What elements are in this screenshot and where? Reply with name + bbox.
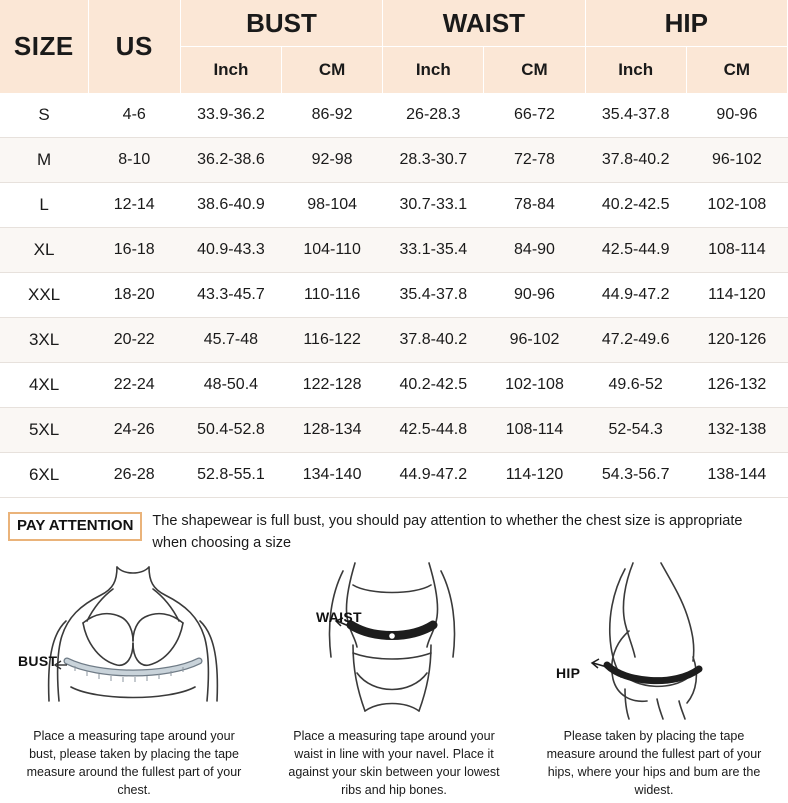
cell-bust-inch: 50.4-52.8 (180, 408, 281, 453)
cell-hip-inch: 54.3-56.7 (585, 453, 686, 498)
column-header-bust-cm: CM (282, 47, 383, 94)
cell-waist-inch: 30.7-33.1 (383, 183, 484, 228)
cell-bust-inch: 38.6-40.9 (180, 183, 281, 228)
cell-hip-cm: 102-108 (686, 183, 787, 228)
waist-figure-icon (269, 561, 519, 721)
table-row (0, 408, 788, 453)
cell-hip-inch: 44.9-47.2 (585, 273, 686, 318)
cell-hip-cm: 114-120 (686, 273, 787, 318)
table-row (0, 183, 788, 228)
column-group-waist: WAIST (383, 0, 585, 47)
cell-size: S (0, 93, 88, 138)
column-header-hip-inch: Inch (585, 47, 686, 94)
cell-hip-cm: 96-102 (686, 138, 787, 183)
cell-bust-inch: 40.9-43.3 (180, 228, 281, 273)
cell-us: 20-22 (88, 318, 180, 363)
cell-size: M (0, 138, 88, 183)
hip-figure-icon (529, 561, 779, 721)
table-row (0, 453, 788, 498)
cell-hip-cm: 132-138 (686, 408, 787, 453)
cell-size: 6XL (0, 453, 88, 498)
bust-illustration (4, 561, 264, 721)
cell-bust-cm: 86-92 (282, 93, 383, 138)
cell-bust-inch: 52.8-55.1 (180, 453, 281, 498)
cell-hip-inch: 47.2-49.6 (585, 318, 686, 363)
tape-measure-waist (351, 625, 433, 639)
cell-waist-cm: 102-108 (484, 363, 585, 408)
attention-badge: PAY ATTENTION (8, 512, 142, 541)
cell-waist-inch: 44.9-47.2 (383, 453, 484, 498)
column-header-us: US (88, 0, 180, 93)
diagram-waist (264, 561, 524, 800)
column-header-waist-cm: CM (484, 47, 585, 94)
cell-us: 24-26 (88, 408, 180, 453)
cell-us: 26-28 (88, 453, 180, 498)
diagram-label-bust: BUST (18, 652, 58, 669)
table-row (0, 228, 788, 273)
measurement-diagrams (0, 561, 788, 803)
cell-hip-inch: 49.6-52 (585, 363, 686, 408)
cell-bust-inch: 33.9-36.2 (180, 93, 281, 138)
table-header-row-groups (0, 0, 788, 47)
cell-size: XXL (0, 273, 88, 318)
cell-waist-inch: 33.1-35.4 (383, 228, 484, 273)
cell-us: 8-10 (88, 138, 180, 183)
cell-waist-cm: 84-90 (484, 228, 585, 273)
bust-figure-icon (9, 561, 259, 721)
cell-bust-cm: 134-140 (282, 453, 383, 498)
cell-us: 16-18 (88, 228, 180, 273)
cell-waist-inch: 35.4-37.8 (383, 273, 484, 318)
column-header-waist-inch: Inch (383, 47, 484, 94)
cell-waist-inch: 40.2-42.5 (383, 363, 484, 408)
table-row (0, 138, 788, 183)
diagram-caption-hip: Please taken by placing the tape measure around the fullest part of your hips, where your hips and bum are the widest. (546, 728, 762, 798)
attention-text: The shapewear is full bust, you should pay attention to whether the chest size is appropriate when choosing a size (152, 513, 743, 552)
cell-bust-inch: 48-50.4 (180, 363, 281, 408)
diagram-caption-waist: Place a measuring tape around your waist in line with your navel. Place it against your skin between your lowest ribs and hip bones. (288, 728, 500, 798)
cell-waist-inch: 26-28.3 (383, 93, 484, 138)
diagram-bust (4, 561, 264, 800)
column-header-bust-inch: Inch (180, 47, 281, 94)
cell-bust-cm: 110-116 (282, 273, 383, 318)
cell-bust-cm: 92-98 (282, 138, 383, 183)
tape-measure-hip (607, 665, 699, 681)
cell-size: 3XL (0, 318, 88, 363)
diagram-hip (524, 561, 784, 800)
cell-us: 18-20 (88, 273, 180, 318)
cell-waist-cm: 78-84 (484, 183, 585, 228)
cell-hip-cm: 90-96 (686, 93, 787, 138)
diagram-label-waist: WAIST (316, 608, 362, 625)
cell-bust-cm: 98-104 (282, 183, 383, 228)
table-row (0, 363, 788, 408)
attention-note (0, 498, 788, 561)
diagram-label-hip: HIP (556, 664, 581, 681)
cell-size: XL (0, 228, 88, 273)
cell-hip-cm: 126-132 (686, 363, 787, 408)
cell-hip-inch: 35.4-37.8 (585, 93, 686, 138)
column-group-hip: HIP (585, 0, 787, 47)
cell-hip-inch: 40.2-42.5 (585, 183, 686, 228)
cell-bust-cm: 116-122 (282, 318, 383, 363)
cell-us: 4-6 (88, 93, 180, 138)
tape-measure-bust (67, 661, 199, 682)
cell-us: 22-24 (88, 363, 180, 408)
waist-illustration (264, 561, 524, 721)
cell-waist-inch: 37.8-40.2 (383, 318, 484, 363)
cell-size: 4XL (0, 363, 88, 408)
cell-bust-cm: 122-128 (282, 363, 383, 408)
diagram-caption-bust: Place a measuring tape around your bust, please taken by placing the tape measure around the fullest part of your chest. (26, 728, 242, 798)
cell-waist-inch: 28.3-30.7 (383, 138, 484, 183)
column-header-size: SIZE (0, 0, 88, 93)
cell-hip-cm: 108-114 (686, 228, 787, 273)
cell-waist-cm: 90-96 (484, 273, 585, 318)
cell-waist-inch: 42.5-44.8 (383, 408, 484, 453)
cell-hip-cm: 120-126 (686, 318, 787, 363)
cell-waist-cm: 108-114 (484, 408, 585, 453)
cell-bust-inch: 36.2-38.6 (180, 138, 281, 183)
cell-bust-inch: 45.7-48 (180, 318, 281, 363)
cell-waist-cm: 114-120 (484, 453, 585, 498)
cell-hip-cm: 138-144 (686, 453, 787, 498)
cell-bust-inch: 43.3-45.7 (180, 273, 281, 318)
cell-waist-cm: 66-72 (484, 93, 585, 138)
cell-us: 12-14 (88, 183, 180, 228)
cell-size: L (0, 183, 88, 228)
hip-illustration (524, 561, 784, 721)
cell-waist-cm: 96-102 (484, 318, 585, 363)
table-row (0, 273, 788, 318)
cell-bust-cm: 128-134 (282, 408, 383, 453)
cell-hip-inch: 37.8-40.2 (585, 138, 686, 183)
cell-hip-inch: 42.5-44.9 (585, 228, 686, 273)
column-header-hip-cm: CM (686, 47, 787, 94)
column-group-bust: BUST (180, 0, 382, 47)
cell-bust-cm: 104-110 (282, 228, 383, 273)
cell-size: 5XL (0, 408, 88, 453)
table-row (0, 318, 788, 363)
cell-waist-cm: 72-78 (484, 138, 585, 183)
cell-hip-inch: 52-54.3 (585, 408, 686, 453)
table-row (0, 93, 788, 138)
